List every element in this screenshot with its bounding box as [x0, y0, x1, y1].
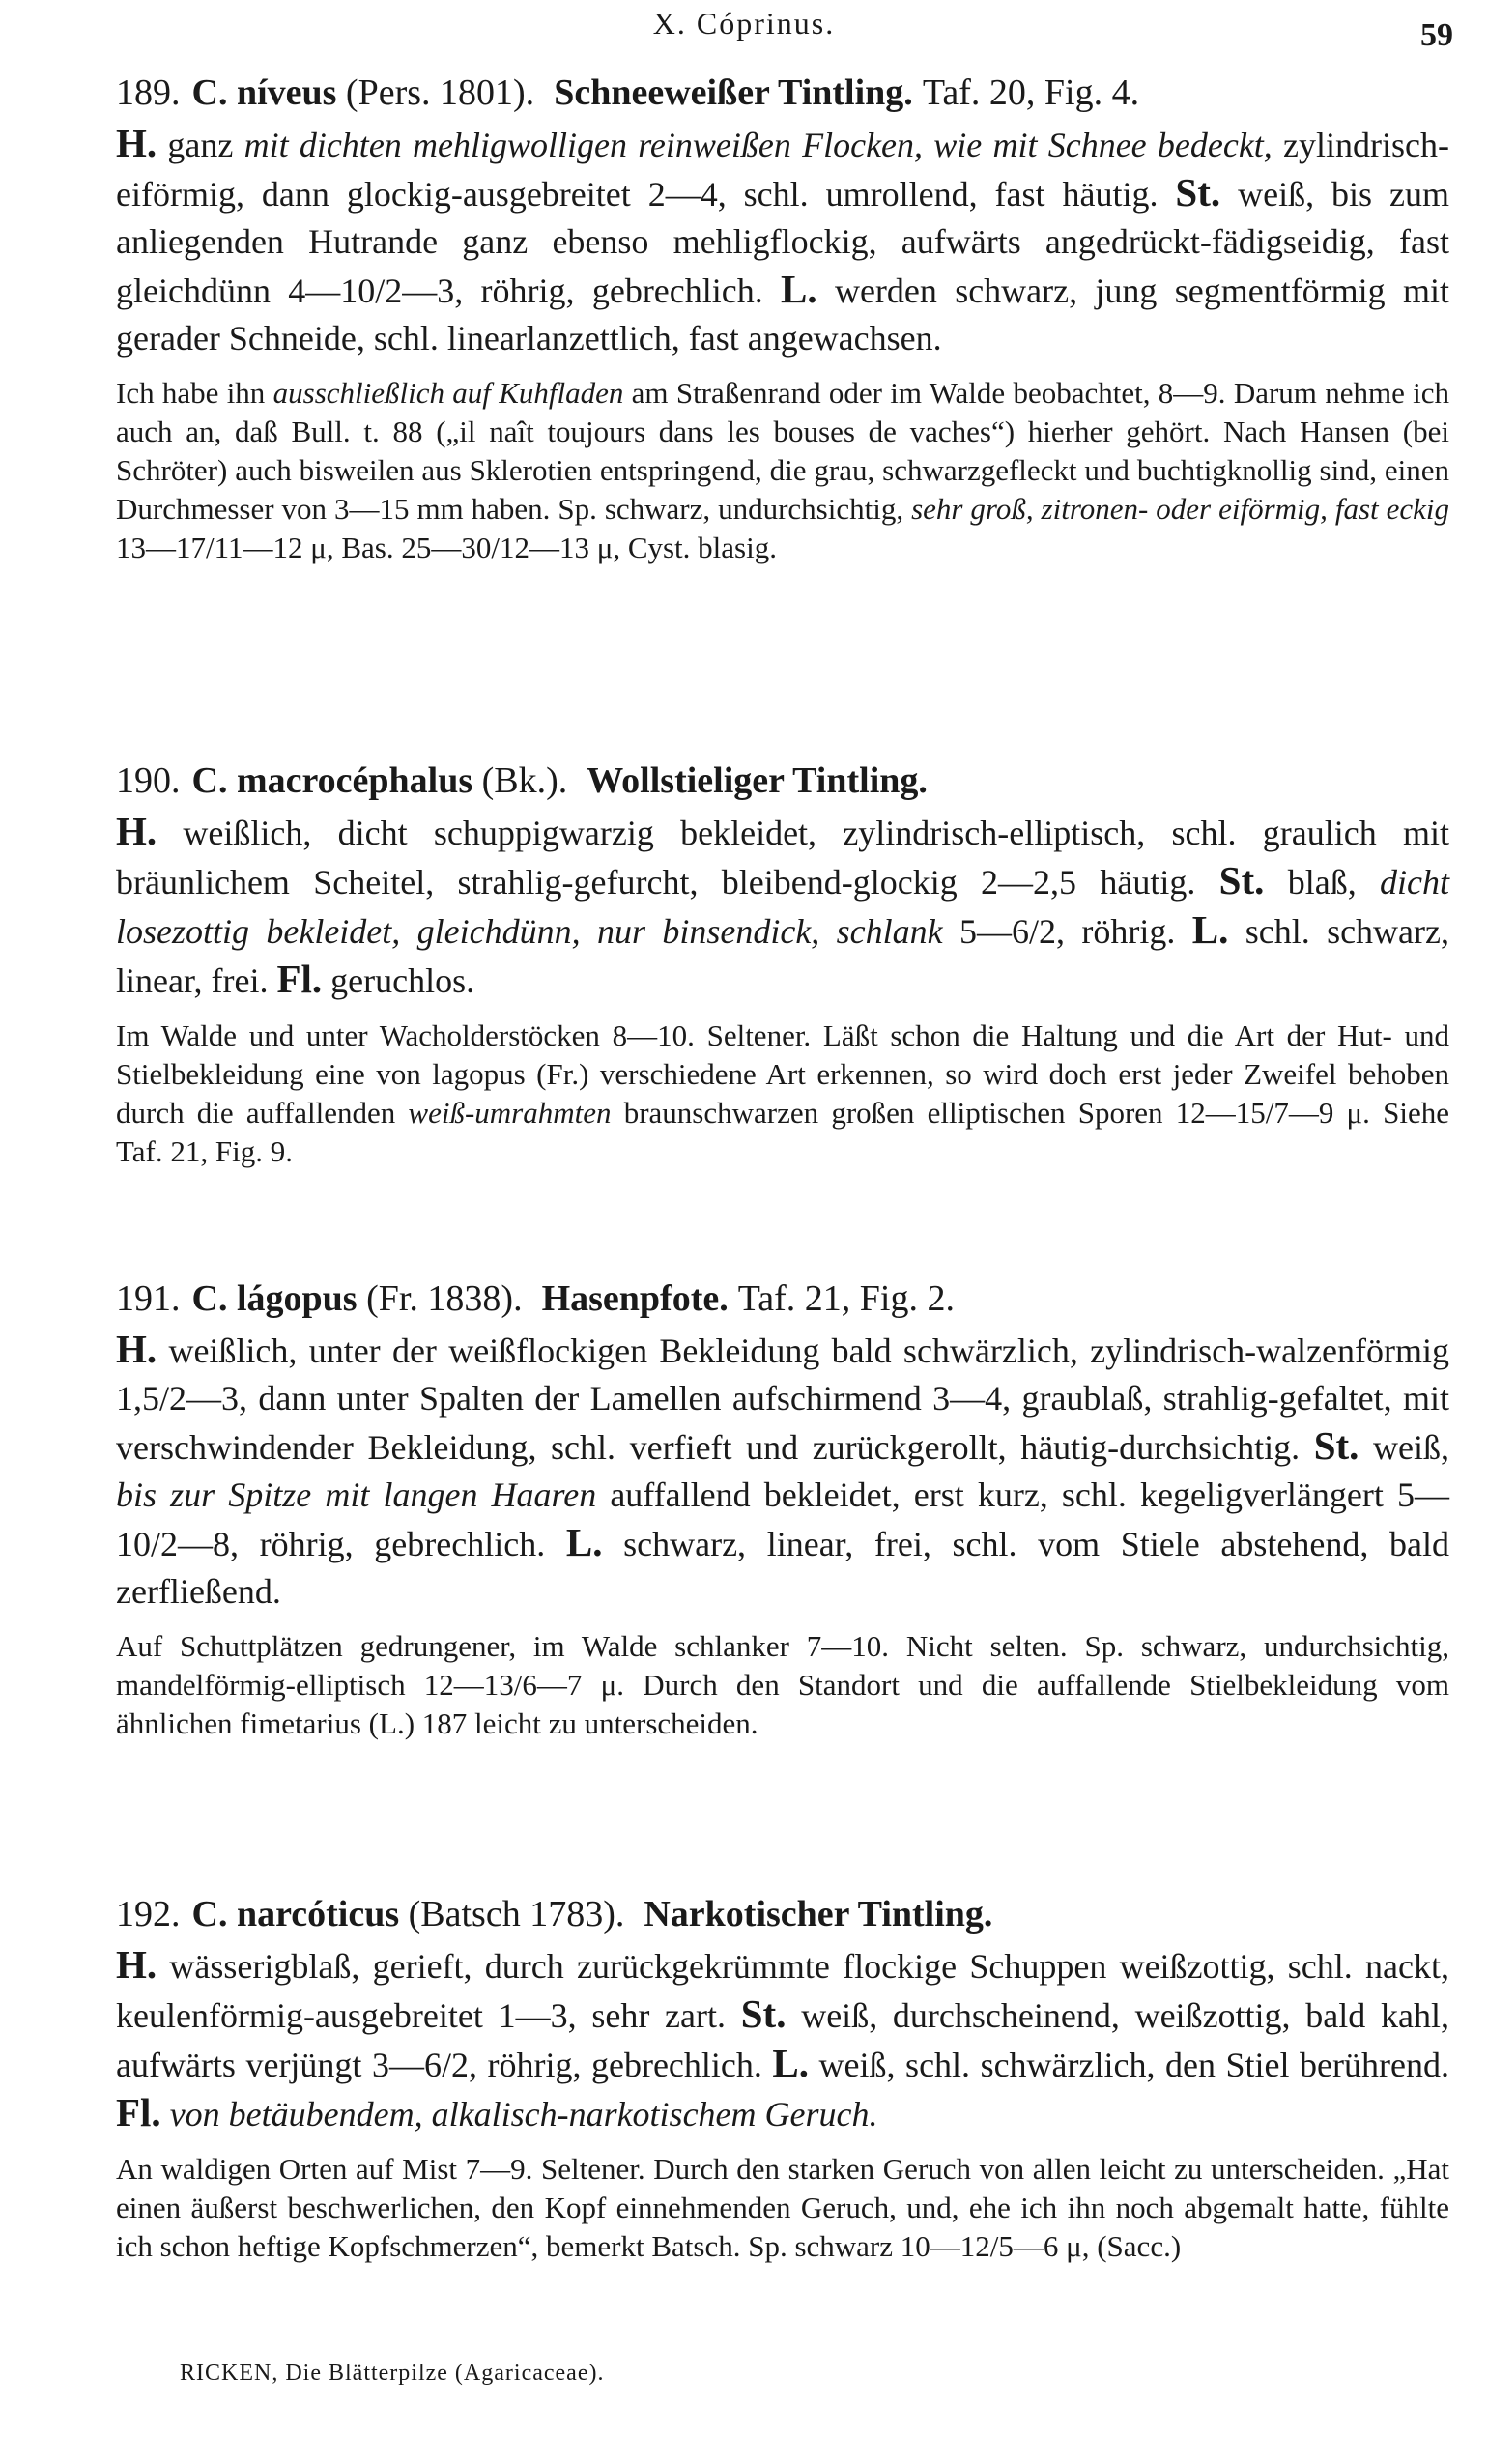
field-label: St. [740, 1991, 787, 2036]
text-run: ausschließlich auf Kuhfladen [272, 376, 624, 410]
field-label: H. [116, 809, 157, 853]
species-name: C. narcóticus [191, 1894, 400, 1934]
plate-reference: Taf. 21, Fig. 2. [737, 1278, 955, 1319]
text-run: werden schwarz, jung segmentförmig mit gerader Schneide, schl. linearlanzettlich, fast angewachsen. [116, 272, 1449, 358]
entry-heading [116, 1274, 1449, 1324]
text-run: 13—17/11—12 μ, Bas. 25—30/12—13 μ, Cyst. blasig. [116, 530, 777, 564]
text-run: schwarz, linear, frei, schl. vom Stiele abstehend, bald zerfließend. [116, 1525, 1449, 1611]
species-observations [116, 1017, 1449, 1171]
text-run: geruchlos. [322, 961, 475, 1000]
species-description [116, 1941, 1449, 2138]
text-run: zylindrisch-eiförmig, dann glockig-ausgebreitet 2—4, schl. umrollend, fast häutig. [116, 126, 1449, 214]
text-run: blaß, [1264, 863, 1381, 902]
text-run: schl. schwarz, linear, frei. [116, 912, 1449, 1000]
page-number: 59 [1420, 17, 1453, 53]
entry-heading [116, 756, 1449, 806]
text-run: weiß, [1359, 1428, 1449, 1467]
text-run: auffallend bekleidet, erst kurz, schl. kegeligverlängert 5—10/2—8, röhrig, gebrechlich. [116, 1476, 1449, 1563]
plate-reference: Taf. 20, Fig. 4. [922, 72, 1140, 113]
species-authority: (Batsch 1783). [408, 1894, 625, 1934]
species-authority: (Pers. 1801). [345, 72, 535, 113]
species-description [116, 120, 1449, 362]
running-head [0, 6, 1488, 53]
text-run: Auf Schuttplätzen gedrungener, im Walde schlanker 7—10. Nicht selten. Sp. schwarz, undurchsichtig, mandelförmig-elliptisch 12—13/6—7 μ. Durch den Standort und die auffallende Stielbekleidung vom ähnlichen fimetarius (L.) 187 leicht zu unterscheiden. [116, 1629, 1449, 1740]
field-label: Fl. [276, 957, 323, 1001]
text-run: von betäubendem, alkalisch-narkotischem Geruch. [169, 2095, 878, 2134]
book-footer: RICKEN, Die Blätterpilze (Agaricaceae). [180, 2361, 605, 2386]
species-description [116, 808, 1449, 1005]
species-name: C. lágopus [191, 1278, 358, 1319]
common-name: Hasenpfote. [541, 1278, 729, 1319]
text-run: sehr groß, zitronen- oder eiförmig, fast eckig [911, 492, 1449, 526]
species-entry-192 [116, 1889, 1449, 2266]
species-entry-191 [116, 1274, 1449, 1743]
text-run: ganz [157, 126, 244, 164]
text-run: An waldigen Orten auf Mist 7—9. Seltener. Durch den starken Geruch von allen leicht zu unterscheiden. „Hat einen äußerst beschwerlichen, den Kopf einnehmenden Geruch, und, ehe ich ihn noch abgemalt hatte, fühlte ich schon heftige Kopfschmerzen“, bemerkt Batsch. Sp. schwarz 10—12/5—6 μ, (Sacc.) [116, 2152, 1449, 2263]
text-run [161, 2095, 170, 2134]
species-observations [116, 2150, 1449, 2266]
field-label: St. [1218, 858, 1265, 903]
text-run: wässerigblaß, gerieft, durch zurückgekrümmte flockige Schuppen weißzottig, schl. nackt, keulenförmig-ausgebreitet 1—3, sehr zart. [116, 1947, 1449, 2035]
entry-number: 191. [116, 1278, 181, 1319]
text-run: braunschwarzen großen elliptischen Sporen 12—15/7—9 μ. Siehe Taf. 21, Fig. 9. [116, 1096, 1449, 1168]
species-observations [116, 1627, 1449, 1743]
text-run: weißlich, dicht schuppigwarzig bekleidet, zylindrisch-elliptisch, schl. graulich mit bräunlichem Scheitel, strahlig-gefurcht, bleibend-glockig 2—2,5 häutig. [116, 814, 1449, 902]
entry-number: 189. [116, 72, 181, 113]
text-run: Ich habe ihn [116, 376, 273, 410]
entry-number: 190. [116, 760, 181, 801]
text-run: mit dichten mehligwolligen reinweißen Flocken, wie mit Schnee bedeckt, [243, 126, 1273, 164]
species-authority: (Fr. 1838). [366, 1278, 523, 1319]
species-authority: (Bk.). [481, 760, 568, 801]
common-name: Schneeweißer Tintling. [554, 72, 913, 113]
species-description [116, 1326, 1449, 1616]
field-label: H. [116, 1327, 157, 1371]
field-label: L. [781, 267, 817, 311]
species-name: C. macrocéphalus [191, 760, 473, 801]
text-run: dicht losezottig bekleidet, gleichdünn, nur binsendick, schlank [116, 863, 1450, 951]
entry-heading [116, 68, 1449, 118]
species-name: C. níveus [191, 72, 337, 113]
field-label: Fl. [116, 2090, 161, 2135]
text-run: weißlich, unter der weißflockigen Bekleidung bald schwärzlich, zylindrisch-walzenförmig 1,5/2—3, dann unter Spalten der Lamellen aufschirmend 3—4, graublaß, strahlig-gefaltet, mit verschwindender Bekleidung, schl. verfieft und zurückgerollt, häutig-durchsichtig. [116, 1332, 1449, 1467]
field-label: St. [1313, 1423, 1359, 1468]
species-entry-189 [116, 68, 1449, 567]
species-observations [116, 374, 1449, 567]
text-run: weiß-umrahmten [408, 1096, 612, 1130]
entry-heading [116, 1889, 1449, 1939]
common-name: Wollstieliger Tintling. [587, 760, 928, 801]
field-label: L. [772, 2041, 810, 2085]
field-label: H. [116, 1942, 157, 1987]
text-run: weiß, bis zum anliegenden Hutrande ganz ebenso mehligflockig, aufwärts angedrückt-fädigseidig, fast gleichdünn 4—10/2—3, röhrig, gebrechlich. [116, 175, 1449, 310]
entry-number: 192. [116, 1894, 181, 1934]
text-run: Im Walde und unter Wacholderstöcken 8—10. Seltener. Läßt schon die Haltung und die Art der Hut- und Stielbekleidung eine von lagopus (Fr.) verschiedene Art erkennen, so wird doch erst jeder Zweifel behoben durch die auffallenden [116, 1018, 1449, 1130]
common-name: Narkotischer Tintling. [644, 1894, 993, 1934]
field-label: St. [1175, 170, 1221, 215]
text-run: weiß, schl. schwärzlich, den Stiel berührend. [809, 2046, 1449, 2084]
field-label: L. [1191, 907, 1229, 952]
text-run: 5—6/2, röhrig. [942, 912, 1192, 951]
running-title: X. Cóprinus. [652, 6, 836, 41]
text-run: weiß, durchscheinend, weißzottig, bald kahl, aufwärts verjüngt 3—6/2, röhrig, gebrechlich. [116, 1996, 1449, 2084]
field-label: H. [116, 121, 157, 165]
field-label: L. [565, 1520, 603, 1564]
species-entry-190 [116, 756, 1449, 1171]
text-run: bis zur Spitze mit langen Haaren [116, 1476, 597, 1514]
text-run: am Straßenrand oder im Walde beobachtet, 8—9. Darum nehme ich auch an, daß Bull. t. 88 („il naît toujours dans les bouses de vaches“) hierher gehört. Nach Hansen (bei Schröter) auch bisweilen aus Sklerotien entspringend, die grau, schwarzgefleckt und buchtigknollig sind, einen Durchmesser von 3—15 mm haben. Sp. schwarz, undurchsichtig, [116, 376, 1450, 526]
